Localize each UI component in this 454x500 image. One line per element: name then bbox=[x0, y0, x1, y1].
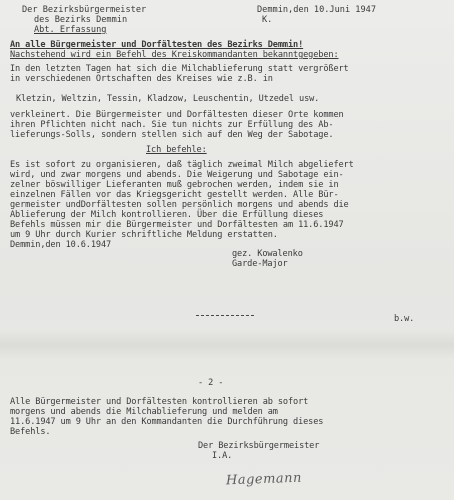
body2-line: wird, und zwar morgens und abends. Die Weigerung und Sabotage ein- bbox=[10, 170, 344, 180]
body2-line: Ablieferung der Milch kontrollieren. Über die Erfüllung dieses bbox=[10, 210, 324, 220]
sender-line-2: des Bezirks Demmin bbox=[34, 15, 128, 25]
body1-line: in verschiedenen Ortschaften des Kreises wie z.B. in bbox=[10, 74, 273, 84]
separator-line bbox=[196, 315, 254, 316]
sender-line-3: Abt. Erfassung bbox=[34, 25, 107, 35]
order-place-date: Demmin,den 10.6.1947 bbox=[10, 240, 112, 250]
body2-line: Befehls müssen mir die Bürgermeister und Dorfältesten am 11.6.1947 bbox=[10, 220, 344, 230]
document-title: An alle Bürgermeister und Dorfältesten des Bezirks Demmin! bbox=[10, 40, 304, 50]
body3-line: Befehls. bbox=[10, 427, 51, 437]
body1-line: lieferungs-Solls, sondern stellen sich auf den Weg der Sabotage. bbox=[10, 130, 334, 140]
closing-ia: I.A. bbox=[212, 451, 233, 461]
order-signed: gez. Kowalenko bbox=[232, 249, 303, 259]
sender-line-1: Der Bezirksbürgermeister bbox=[22, 5, 147, 15]
place-date: Demmin,den 10.Juni 1947 bbox=[257, 5, 376, 15]
body3-line: 11.6.1947 um 9 Uhr an den Kommandanten die Durchführung dieses bbox=[10, 417, 324, 427]
orders-heading: Ich befehle: bbox=[146, 145, 207, 155]
body3-line: Alle Bürgermeister und Dorfältesten kontrollieren ab sofort bbox=[10, 397, 309, 407]
handwritten-signature: Hagemann bbox=[225, 470, 303, 489]
villages-line: Kletzin, Weltzin, Tessin, Kladzow, Leuschentin, Utzedel usw. bbox=[16, 94, 320, 104]
body1-line: verkleinert. Die Bürgermeister und Dorfältesten dieser Orte kommen bbox=[10, 110, 344, 120]
turn-over-mark: b.w. bbox=[394, 314, 415, 324]
body2-line: germeister undDorfältesten sollen persönlich morgens und abends die bbox=[10, 200, 349, 210]
body3-line: morgens und abends die Milchablieferung und melden am bbox=[10, 407, 278, 417]
body2-line: einzelnen Fällen vor das Kriegsgericht gestellt werden. Alle Bür- bbox=[10, 190, 339, 200]
paper-fold bbox=[0, 330, 454, 360]
body1-line: ihren Pflichten nicht nach. Sie tun nichts zur Erfüllung des Ab- bbox=[10, 120, 334, 130]
reference-mark: K. bbox=[262, 15, 273, 25]
body2-line: Es ist sofort zu organisieren, daß täglich zweimal Milch abgeliefert bbox=[10, 160, 354, 170]
body2-line: um 9 Uhr durch Kurier schriftliche Meldung erstatten. bbox=[10, 230, 278, 240]
intro-line: Nachstehend wird ein Befehl des Kreiskommandanten bekanntgegeben: bbox=[10, 50, 339, 60]
body2-line: zelner böswilliger Lieferanten muß gebrochen werden, indem sie in bbox=[10, 180, 339, 190]
body1-line: In den letzten Tagen hat sich die Milchablieferung statt vergrößert bbox=[10, 64, 349, 74]
page-marker: - 2 - bbox=[198, 378, 224, 388]
order-rank: Garde-Major bbox=[232, 259, 288, 269]
closing-title: Der Bezirksbürgermeister bbox=[198, 441, 320, 451]
